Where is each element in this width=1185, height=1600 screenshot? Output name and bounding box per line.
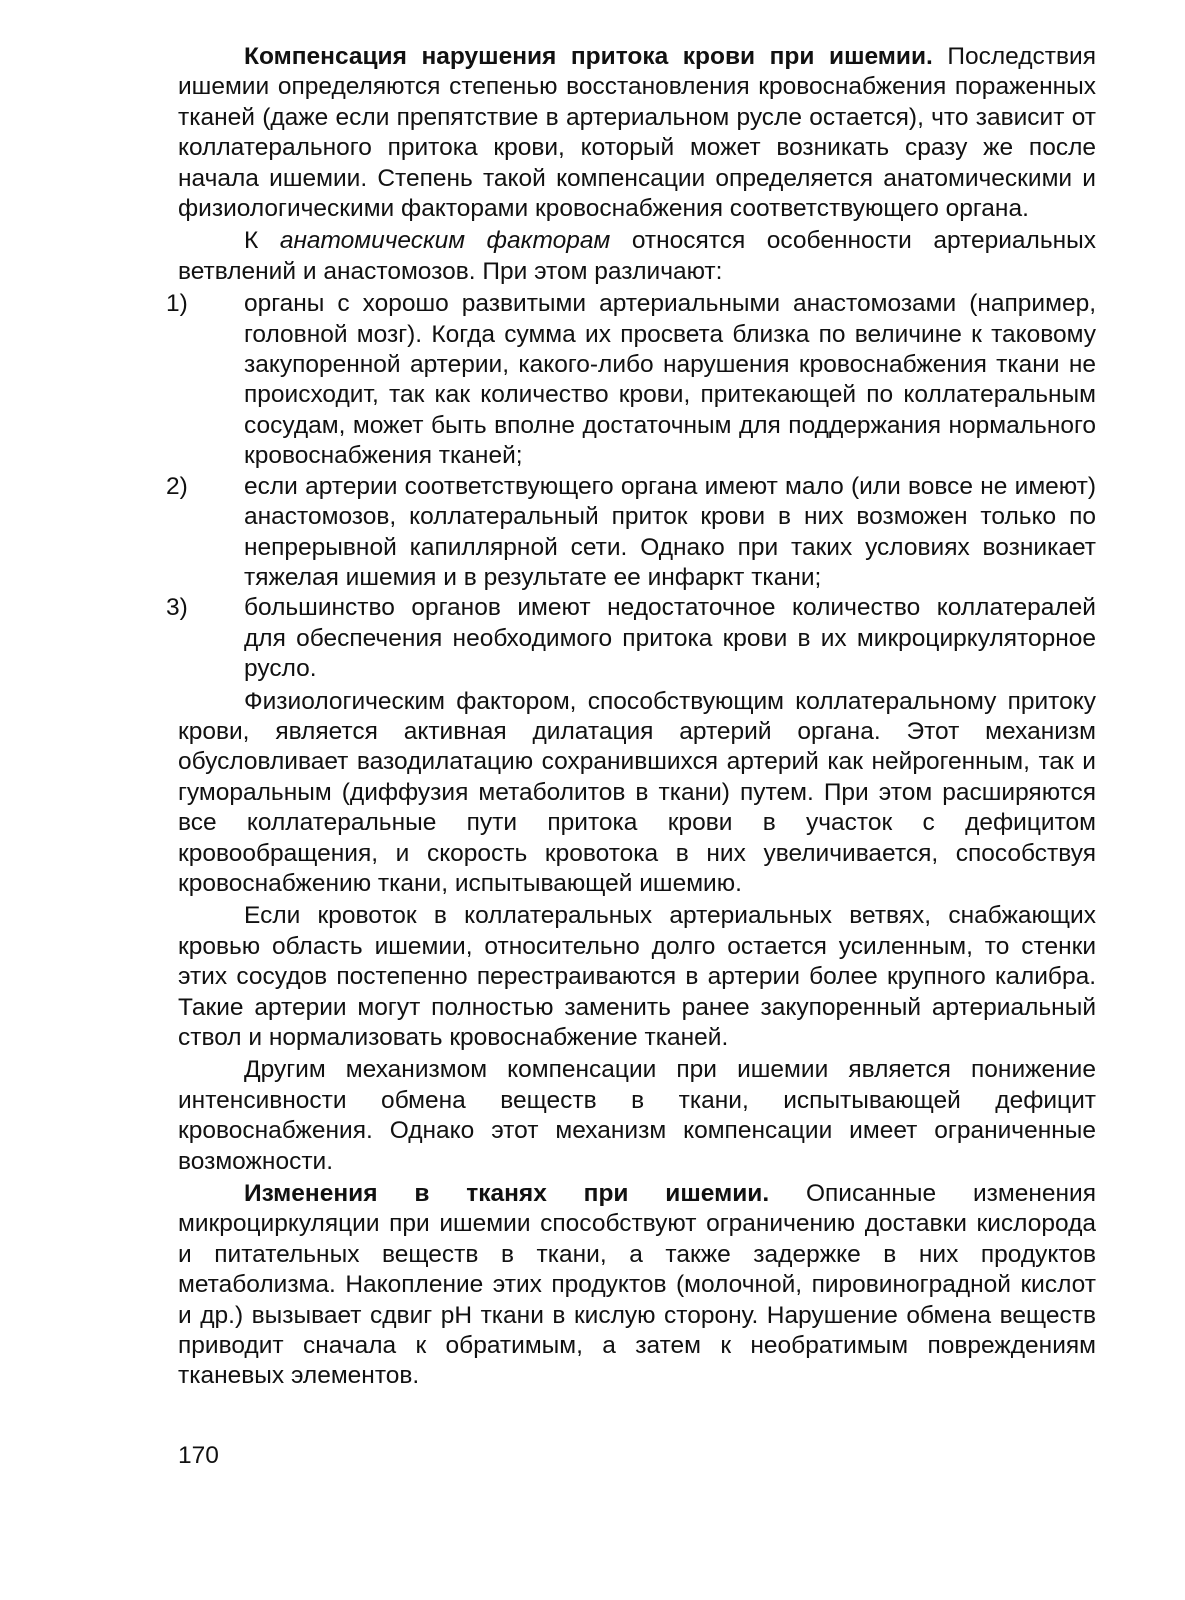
paragraph-compensation — [178, 42, 1096, 224]
paragraph-text: Описанные изменения микроциркуляции при ишемии способствуют ограничению доставки кислорода и питательных веществ в ткани, а также задержке в них продуктов метаболизма. Накопление этих продуктов (молочной, пировиноградной кислот и др.) вызывает сдвиг pH ткани в кислую сторону. Нарушение обмена веществ приводит сначала к обратимым, а затем к необратимым повреждениям тканевых элементов. — [178, 1180, 1096, 1390]
list-item-text: если артерии соответствующего органа имеют мало (или вовсе не имеют) анастомозов, коллатеральный приток крови в них возможен только по непрерывной капиллярной сети. Однако при таких условиях возникает тяжелая ишемия и в результате ее инфаркт ткани; — [244, 472, 1096, 591]
page-body — [166, 42, 1096, 1392]
list-item — [166, 289, 1096, 471]
paragraph-anatomical-factors — [178, 226, 1096, 287]
numbered-list — [166, 289, 1096, 684]
paragraph-collateral-remodeling: Если кровоток в коллатеральных артериальных ветвях, снабжающих кровью область ишемии, относительно долго остается усиленным, то стенки этих сосудов постепенно перестраиваются в артерии более крупного калибра. Такие артерии могут полностью заменить ранее закупоренный артериальный ствол и нормализовать кровоснабжение тканей. — [178, 902, 1096, 1051]
list-item-text: большинство органов имеют недостаточное количество коллатералей для обеспечения необходимого притока крови в их микроциркуляторное русло. — [244, 594, 1096, 683]
section-heading-tissue-changes: Изменения в тканях при ишемии. — [244, 1180, 770, 1208]
italic-term-anatomical-factors: анатомическим факторам — [279, 227, 611, 255]
paragraph-physiological-factor: Физиологическим фактором, способствующим коллатеральному притоку крови, является активная дилатация артерий органа. Этот механизм обусловливает вазодилатацию сохранившихся артерий как нейрогенным, так и гуморальным (диффузия метаболитов в ткани) путем. При этом расширяются все коллатеральные пути притока крови в участок с дефицитом кровообращения, и скорость кровотока в них увеличивается, способствуя кровоснабжению ткани, испытывающей ишемию. — [178, 687, 1096, 897]
paragraph-text: Последствия ишемии определяются степенью восстановления кровоснабжения пораженных тканей (даже если препятствие в артериальном русле остается), что зависит от коллатерального притока крови, который может возникать сразу же после начала ишемии. Степень такой компенсации определяется анатомическими и физиологическими факторами кровоснабжения соответствующего органа. — [178, 43, 1096, 223]
paragraph-prefix: К — [244, 227, 259, 255]
paragraph-tissue-changes — [178, 1179, 1096, 1392]
paragraph-text: относятся особенности артериальных ветвлений и анастомозов. При этом различают: — [178, 227, 1096, 285]
section-heading-compensation: Компенсация нарушения притока крови при ишемии. — [244, 43, 933, 70]
list-item-text: органы с хорошо развитыми артериальными анастомозами (например, головной мозг). Когда сумма их просвета близка по величине к таковому закупоренной артерии, какого-либо нарушения кровоснабжения ткани не происходит, так как количество крови, притекающей по коллатеральным сосудам, может быть вполне достаточным для поддержания нормального кровоснабжения тканей; — [244, 290, 1096, 470]
list-item-number: 1) — [166, 290, 188, 318]
list-item — [166, 472, 1096, 594]
list-item-number: 2) — [166, 472, 188, 500]
list-item-number: 3) — [166, 594, 188, 622]
page-number: 170 — [178, 1442, 219, 1469]
paragraph-metabolic-compensation: Другим механизмом компенсации при ишемии является понижение интенсивности обмена веществ в ткани, испытывающей дефицит кровоснабжения. Однако этот механизм компенсации имеет ограниченные возможности. — [178, 1056, 1096, 1175]
list-item — [166, 593, 1096, 684]
